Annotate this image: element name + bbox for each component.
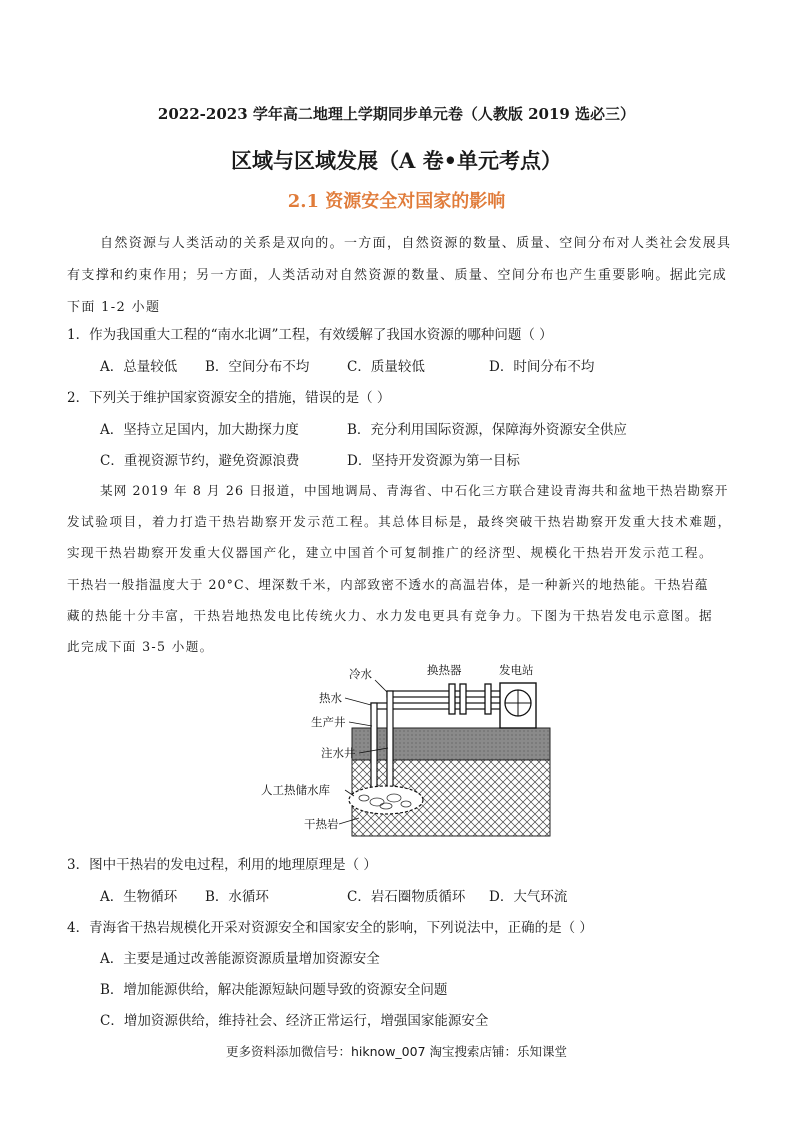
question-2-stem: 2．下列关于维护国家资源安全的措施，错误的是（ ） [67,390,391,406]
passage2-line: 实现干热岩勘察开发重大仪器国产化，建立中国首个可复制推广的经济型、规模化干热岩开发示范工程。 [67,545,714,560]
label-reservoir: 人工热储水库 [261,783,330,797]
question-1-stem: 1．作为我国重大工程的“南水北调”工程，有效缓解了我国水资源的哪种问题（ ） [67,327,553,343]
unit-title: 区域与区域发展（A 卷•单元考点） [230,148,563,173]
label-hot-dry-rock: 干热岩 [304,817,339,831]
passage1-line: 自然资源与人类活动的关系是双向的。一方面，自然资源的数量、质量、空间分布对人类社会发展具 [100,236,732,251]
q1-option-c: C．质量较低 [347,359,425,375]
q1-option-a: A．总量较低 [100,359,178,375]
passage2-line: 干热岩一般指温度大于 20°C、埋深数千米，内部致密不透水的高温岩体，是一种新兴的地热能。干热岩蕴 [67,577,709,592]
q2-option-c: C．重视资源节约，避免资源浪费 [100,453,300,469]
section-title: 2.1 资源安全对国家的影响 [287,191,506,212]
passage1-line: 有支撑和约束作用；另一方面，人类活动对自然资源的数量、质量、空间分布也产生重要影响。据此完成 [67,268,728,283]
q3-option-d: D．大气环流 [489,889,568,905]
q2-option-a: A．坚持立足国内，加大勘探力度 [100,422,299,438]
q3-option-a: A．生物循环 [100,889,178,905]
q2-option-d: D．坚持开发资源为第一目标 [347,453,520,469]
q4-option-a: A．主要是通过改善能源资源质量增加资源安全 [100,951,380,967]
label-heat-exchanger: 换热器 [427,663,462,677]
q3-option-b: B．水循环 [205,889,269,905]
q1-option-b: B．空间分布不均 [205,359,310,375]
q4-option-c: C．增加资源供给，维持社会、经济正常运行，增强国家能源安全 [100,1013,489,1029]
label-production-well: 生产井 [311,715,346,729]
hot-dry-rock-power-diagram [259,658,559,840]
label-injection-well: 注水井 [321,746,356,760]
heat-exchanger [449,684,455,714]
passage2-line: 某网 2019 年 8 月 26 日报道，中国地调局、青海省、中石化三方联合建设青海共和盆地干热岩勘察开 [100,483,729,498]
passage2-line: 藏的热能十分丰富，干热岩地热发电比传统火力、水力发电更具有竞争力。下图为干热岩发电示意图。据 [67,608,714,623]
label-power-station: 发电站 [499,663,534,677]
question-3-stem: 3．图中干热岩的发电过程，利用的地理原理是（ ） [67,857,377,873]
passage2-line: 发试验项目，着力打造干热岩勘察开发示范工程。其总体目标是，最终突破干热岩勘察开发重大技术难题， [67,514,732,529]
passage2-line: 此完成下面 3-5 小题。 [67,639,214,654]
label-hot-water: 热水 [319,691,342,705]
q4-option-b: B．增加能源供给，解决能源短缺问题导致的资源安全问题 [100,982,448,998]
passage1-line: 下面 1-2 小题 [67,300,161,315]
q1-option-d: D．时间分布不均 [489,359,595,375]
question-4-stem: 4．青海省干热岩规模化开采对资源安全和国家安全的影响，下列说法中，正确的是（ ） [67,920,593,936]
footer-contact: 更多资料添加微信号：hiknow_007 淘宝搜索店铺：乐知课堂 [225,1044,567,1059]
exam-series-title: 2022-2023 学年高二地理上学期同步单元卷（人教版 2019 选必三） [157,105,636,123]
label-cold-water: 冷水 [349,667,372,681]
q2-option-b: B．充分利用国际资源，保障海外资源安全供应 [347,422,627,438]
q3-option-c: C．岩石圈物质循环 [347,889,466,905]
upper-strata [352,728,550,760]
